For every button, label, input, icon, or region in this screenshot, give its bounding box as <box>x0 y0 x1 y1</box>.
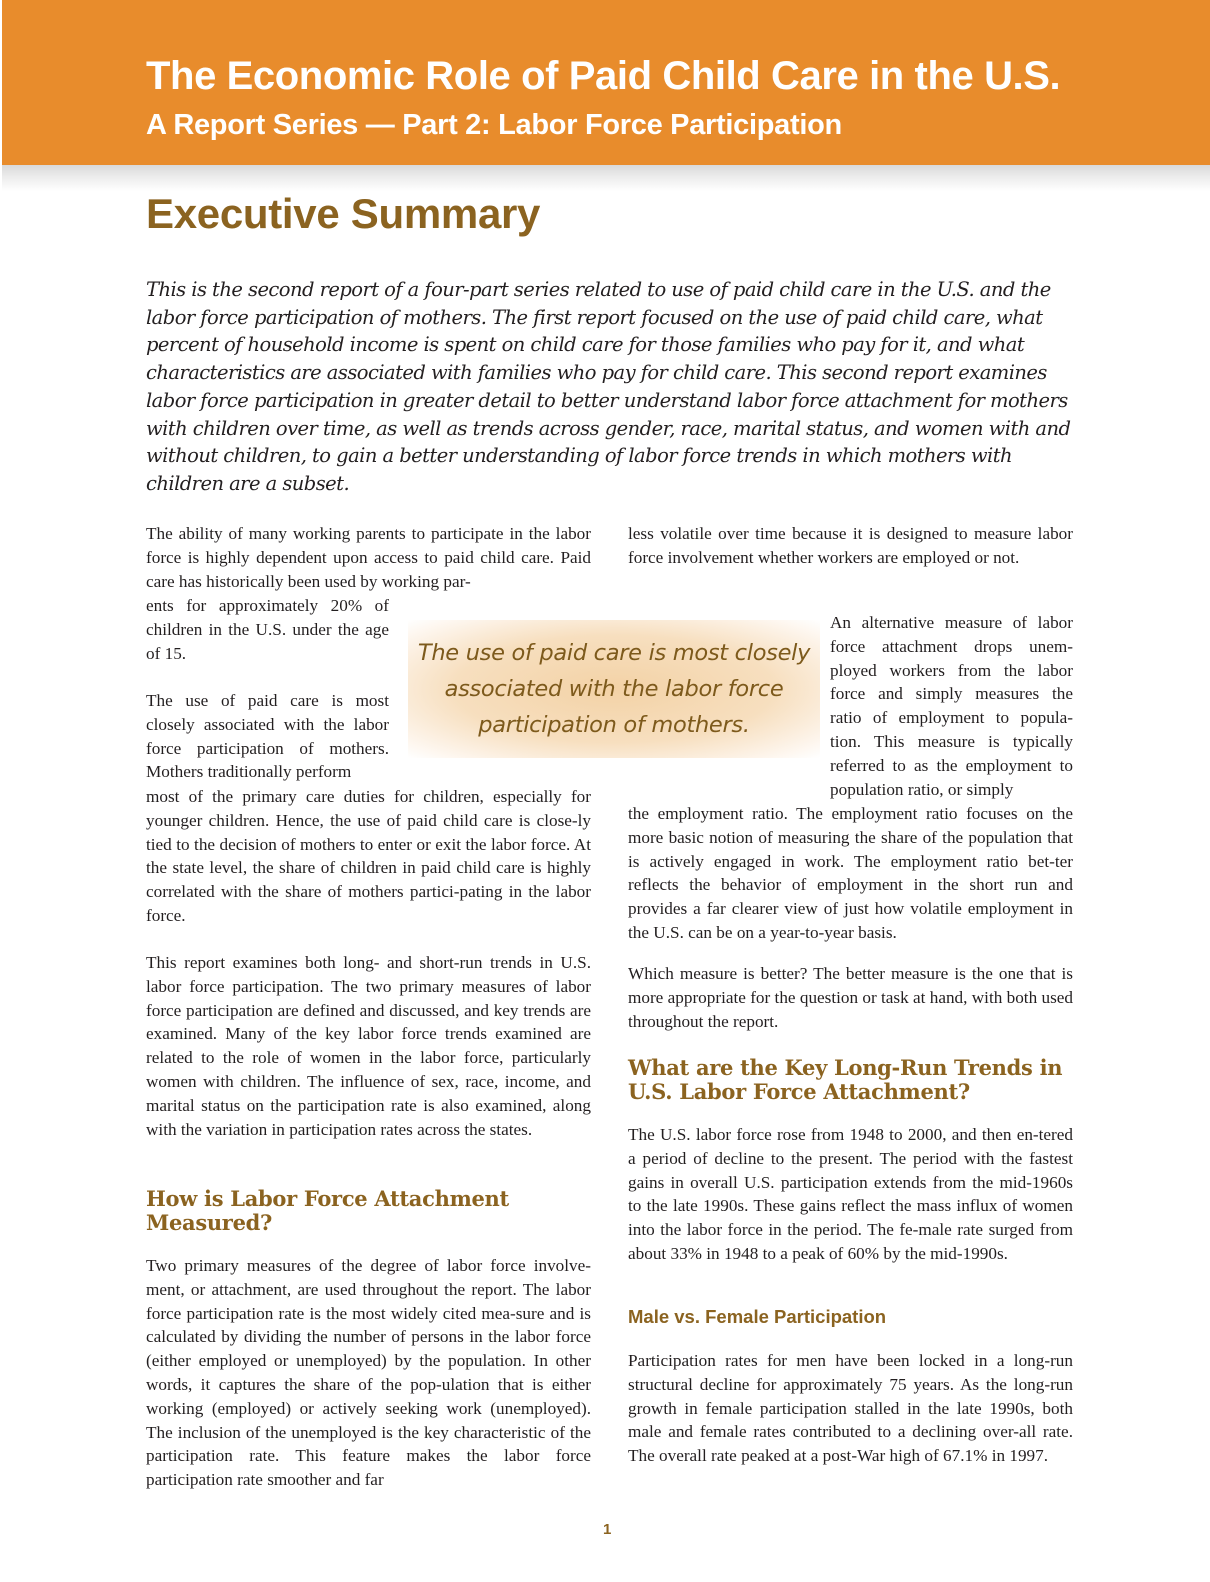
section-heading-trends: What are the Key Long-Run Trends in U.S. Labor Force Attachment? <box>628 1055 1063 1104</box>
banner-shadow <box>2 165 1210 191</box>
section-heading-measured: How is Labor Force Attachment Measured? <box>146 1186 509 1235</box>
intro-paragraph: This is the second report of a four-part series related to use of paid child care in the U.S. and the labor force participation of mothers. The first report focused on the use of paid child care, what percent of household income is spent on child care for those families who pay for it, and what characteristics are associated with families who pay for child care. This second report examines labor force participation in greater detail to better understand labor force attachment for mothers with children over time, as well as trends across gender, race, marital status, and women with and without children, to gain a better understanding of labor force trends in which mothers with children are a subset. <box>146 278 1071 495</box>
left-paragraph-4: Two primary measures of the degree of labor force involve-ment, or attachment, are used throughout the report. The labor force participation rate is the most widely cited mea-sure and is calculated by dividing the number of persons in the labor force (either employed or unemployed) by the population. In other words, it captures the share of the pop-ulation that is either working (employed) or actively seeking work (unemployed). The inclusion of the unemployed is the key characteristic of the participation rate. This feature makes the labor force participation rate smoother and far <box>146 1256 591 1490</box>
left-paragraph-3: This report examines both long- and short-run trends in U.S. labor force participation. The two primary measures of labor force participation are defined and discussed, and key trends are examined. Many of the key labor force trends examined are related to the role of women in the labor force, particularly women with children. The influence of sex, race, income, and marital status on the participation rate is also examined, along with the variation in participation rates across the states. <box>146 953 591 1139</box>
right-paragraph-2b: the employment ratio. The employment ratio focuses on the more basic notion of measuring the share of the population that is actively engaged in work. The employment ratio bet-ter reflects the behavior of employment in the short run and provides a far clearer view of just how volatile employment in the U.S. can be on a year-to-year basis. <box>628 804 1073 942</box>
left-paragraph-1b: ents for approximately 20% of children in the U.S. under the age of 15. <box>146 596 389 663</box>
pull-quote-box <box>408 620 820 758</box>
pull-quote-text: The use of paid care is most closely associated with the labor force participation of mothers. <box>417 640 811 738</box>
right-paragraph-4: The U.S. labor force rose from 1948 to 2000, and then en-tered a period of decline to the present. The period with the fastest gains in overall U.S. participation extends from the mid-1960s to the late 1990s. These gains reflect the mass influx of women into the labor force in the period. The fe-male rate surged from about 33% in 1948 to a peak of 60% by the mid-1990s. <box>628 1125 1073 1263</box>
left-paragraph-1a: The ability of many working parents to participate in the labor force is highly dependent upon access to paid child care. Paid care has historically been used by working par- <box>146 524 591 591</box>
right-paragraph-3: Which measure is better? The better measure is the one that is more appropriate for the question or task at hand, with both used throughout the report. <box>628 964 1073 1031</box>
left-paragraph-2b: most of the primary care duties for children, especially for younger children. Hence, the use of paid child care is close-ly tied to the decision of mothers to enter or exit the labor force. At the state level, the share of children in paid child care is highly correlated with the share of mothers partici-pating in the labor force. <box>146 787 591 925</box>
right-paragraph-2a: An alternative measure of labor force attachment drops unem-ployed workers from the labor force and simply measures the ratio of employment to popula-tion. This measure is typically referred to as the employment to population ratio, or simply <box>830 613 1073 799</box>
left-paragraph-2a: The use of paid care is most closely associated with the labor force participation of mothers. Mothers traditionally perform <box>146 691 389 782</box>
right-paragraph-1: less volatile over time because it is designed to measure labor force involvement whether workers are employed or not. <box>628 524 1073 567</box>
page-title: Executive Summary <box>146 190 541 237</box>
subheading-male-female: Male vs. Female Participation <box>628 1306 887 1327</box>
right-paragraph-5: Participation rates for men have been locked in a long-run structural decline for approximately 75 years. As the long-run growth in female participation stalled in the late 1990s, both male and female rates contributed to a declining over-all rate. The overall rate peaked at a post-War high of 67.1% in 1997. <box>628 1351 1073 1466</box>
page-number: 1 <box>603 1521 612 1538</box>
report-subtitle: A Report Series — Part 2: Labor Force Participation <box>146 109 842 141</box>
report-title: The Economic Role of Paid Child Care in the U.S. <box>146 54 1061 98</box>
